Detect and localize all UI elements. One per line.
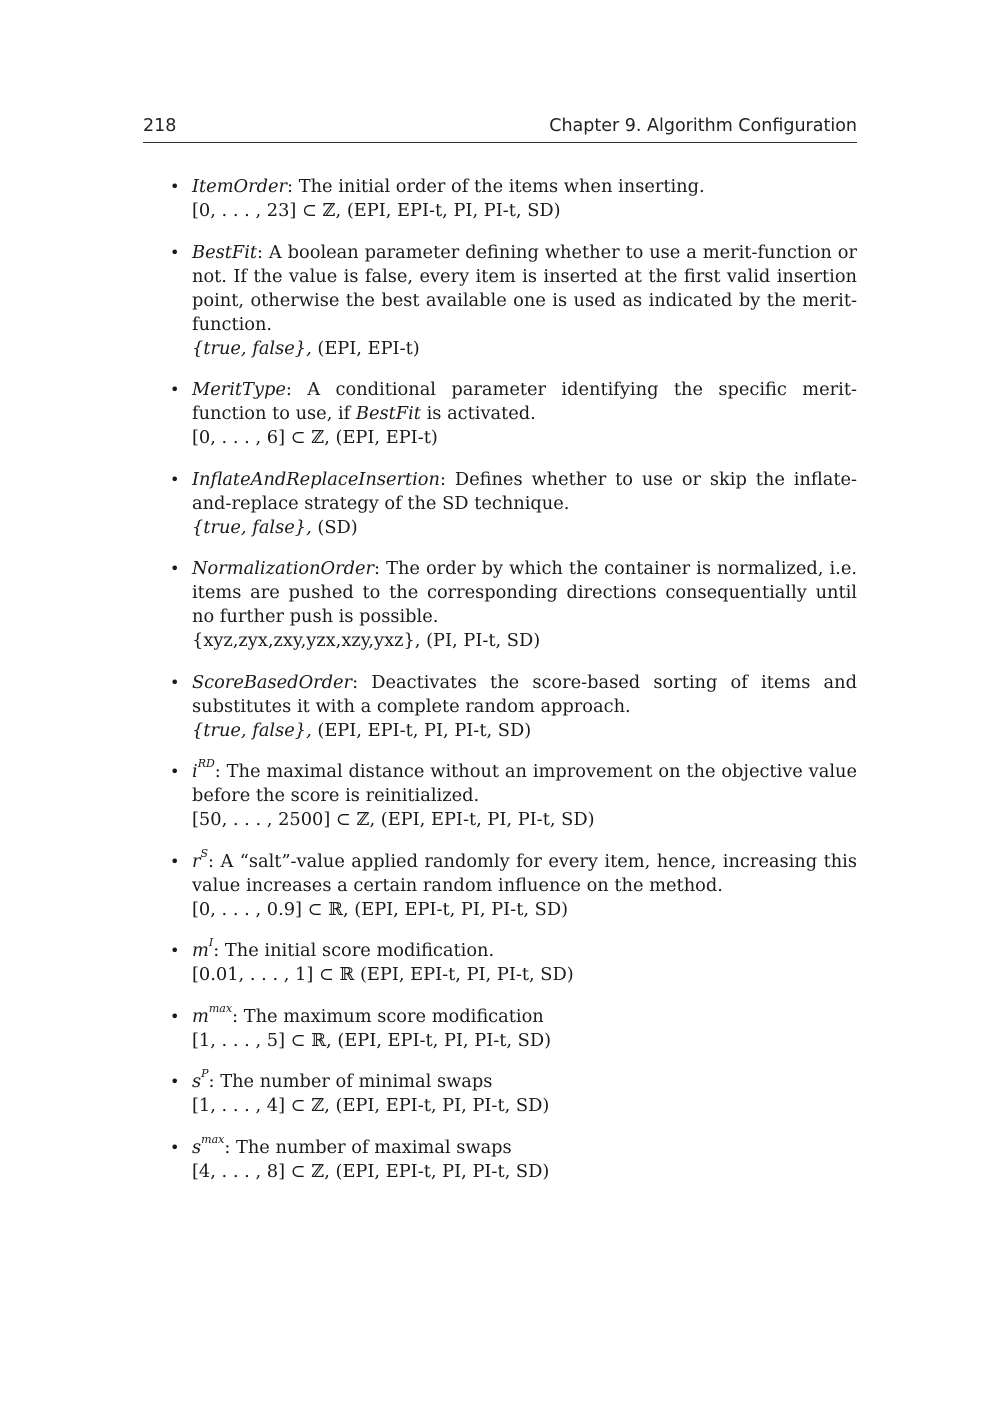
param-range	[192, 426, 857, 450]
param-name: MeritType	[192, 379, 286, 400]
param-m-i	[143, 936, 857, 987]
param-domain: [1, . . . , 5] ⊂ ℝ,	[192, 1029, 332, 1051]
param-merit-type	[143, 378, 857, 450]
param-applies-to: (EPI, EPI-t, PI, PI-t, SD)	[337, 1029, 552, 1051]
param-r-s	[143, 846, 857, 922]
param-description-text: The initial order of the items when inserting.	[298, 176, 705, 197]
bullet-icon: •	[170, 1137, 180, 1157]
param-range	[192, 629, 857, 653]
param-superscript: I	[208, 936, 214, 950]
param-description-text: The maximal distance without an improvement on the objective value before the score is reinitialized.	[192, 761, 857, 806]
param-superscript: max	[208, 1001, 233, 1015]
param-description: ScoreBasedOrder: Deactivates the score-based sorting of items and substitutes it with a complete random approach.	[192, 671, 857, 717]
param-name: BestFit	[192, 241, 258, 263]
chapter-title: Chapter 9. Algorithm Configuration	[549, 116, 857, 136]
param-applies-to: (EPI, EPI-t, PI, PI-t, SD)	[380, 809, 595, 830]
parameter-list	[143, 175, 857, 1201]
param-superscript: max	[201, 1132, 225, 1146]
param-domain: [1, . . . , 4] ⊂ ℤ,	[192, 1095, 330, 1116]
param-applies-to: (EPI, EPI-t, PI, PI-t, SD)	[359, 964, 574, 985]
param-item-order	[143, 175, 857, 223]
bullet-icon: •	[170, 177, 180, 196]
param-description-text: Deactivates the score-based sorting of items and substitutes it with a complete random approach.	[192, 671, 857, 717]
param-reference: BestFit	[355, 403, 421, 424]
param-description-text: The initial score modification.	[224, 940, 495, 961]
param-range	[192, 516, 857, 540]
param-description-text: A “salt”-value applied randomly for every item, hence, increasing this value increases a certain random influence on the method.	[192, 850, 857, 896]
param-applies-to: (SD)	[317, 516, 358, 538]
param-symbol: s	[192, 1136, 202, 1158]
param-best-fit	[143, 241, 857, 361]
param-description: NormalizationOrder: The order by which the container is normalized, i.e. items are pushed to the corresponding directions consequentially until no further push is possible.	[192, 558, 857, 627]
param-symbol: m	[192, 1005, 209, 1027]
param-domain: {true, false},	[192, 337, 312, 359]
param-m-max	[143, 1001, 857, 1053]
param-domain: [4, . . . , 8] ⊂ ℤ,	[192, 1160, 330, 1182]
param-i-rd	[143, 757, 857, 832]
param-applies-to: (EPI, EPI-t, PI, PI-t, SD)	[346, 200, 561, 221]
param-domain: {xyz,zyx,zxy,yzx,xzy,yxz},	[192, 630, 421, 651]
param-range	[192, 719, 857, 743]
param-domain: [0, . . . , 23] ⊂ ℤ,	[192, 200, 342, 221]
param-description: $m^I$: The initial score modification.	[192, 936, 495, 961]
param-description: ItemOrder: The initial order of the items when inserting.	[192, 176, 705, 197]
bullet-icon: •	[170, 559, 180, 578]
param-description: MeritType: A conditional parameter identifying the specific merit-function to use, if BestFit is activated.	[192, 379, 857, 424]
param-name: ScoreBasedOrder	[192, 671, 353, 693]
param-description-text: A conditional parameter identifying the specific merit-function to use, if	[192, 379, 857, 424]
bullet-icon: •	[170, 1072, 180, 1091]
param-domain: {true, false},	[192, 516, 312, 538]
param-s-p	[143, 1067, 857, 1118]
param-description: InflateAndReplaceInsertion: Defines whether to use or skip the inflate-and-replace strategy of the SD technique.	[192, 468, 858, 514]
bullet-icon: •	[170, 762, 180, 781]
param-description: $m^{max}$: The maximum score modification	[192, 1001, 544, 1027]
param-description-text: The number of maximal swaps	[236, 1136, 512, 1158]
param-symbol: r	[192, 850, 201, 872]
bullet-icon: •	[170, 672, 180, 692]
param-domain: {true, false},	[192, 719, 312, 741]
page-number: 218	[143, 116, 177, 136]
param-range	[192, 199, 857, 223]
param-superscript: S	[200, 846, 209, 860]
param-description-text: Defines whether to use or skip the inflate-and-replace strategy of the SD technique.	[192, 468, 858, 514]
param-applies-to: (EPI, EPI-t, PI, PI-t, SD)	[335, 1160, 550, 1182]
param-applies-to: (PI, PI-t, SD)	[426, 630, 541, 651]
param-description: $s^P$: The number of minimal swaps	[192, 1067, 493, 1092]
param-description: $r^S$: A “salt”-value applied randomly for every item, hence, increasing this value increases a certain random influence on the method.	[192, 846, 857, 896]
param-applies-to: (EPI, EPI-t, PI, PI-t, SD)	[354, 898, 569, 920]
param-description-text: A boolean parameter defining whether to use a merit-function or not. If the value is false, every item is inserted at the first valid insertion point, otherwise the best available one is used as indicated by the merit-function.	[192, 241, 857, 335]
param-description-text: is activated.	[426, 403, 536, 424]
param-domain: [0.01, . . . , 1] ⊂ ℝ	[192, 964, 355, 985]
param-applies-to: (EPI, EPI-t, PI, PI-t, SD)	[335, 1095, 550, 1116]
param-symbol: s	[192, 1071, 202, 1092]
param-range	[192, 1029, 857, 1053]
param-applies-to: (EPI, EPI-t, PI, PI-t, SD)	[317, 719, 532, 741]
param-range	[192, 808, 857, 832]
param-domain: [50, . . . , 2500] ⊂ ℤ,	[192, 809, 376, 830]
param-description: $i^{RD}$: The maximal distance without an improvement on the objective value before the score is reinitialized.	[192, 757, 857, 806]
param-s-max	[143, 1132, 857, 1184]
param-symbol: i	[192, 761, 198, 782]
param-superscript: RD	[197, 757, 215, 771]
param-applies-to: (EPI, EPI-t)	[317, 337, 420, 359]
param-description: BestFit: A boolean parameter defining whether to use a merit-function or not. If the value is false, every item is inserted at the first valid insertion point, otherwise the best available one is used as indicated by the merit-function.	[192, 241, 857, 335]
param-inflate-and-replace-insertion	[143, 468, 857, 540]
param-domain: [0, . . . , 6] ⊂ ℤ,	[192, 427, 330, 448]
bullet-icon: •	[170, 242, 180, 262]
param-superscript: P	[201, 1067, 209, 1081]
param-normalization-order	[143, 557, 857, 653]
param-description-text: The maximum score modification	[243, 1005, 544, 1027]
bullet-icon: •	[170, 380, 180, 399]
param-name: ItemOrder	[192, 176, 288, 197]
param-range	[192, 963, 857, 987]
running-header	[143, 114, 857, 143]
param-name: NormalizationOrder	[192, 558, 375, 579]
param-symbol: m	[192, 940, 209, 961]
param-domain: [0, . . . , 0.9] ⊂ ℝ,	[192, 898, 349, 920]
param-applies-to: (EPI, EPI-t)	[335, 427, 438, 448]
param-range	[192, 898, 857, 922]
param-description-text: The number of minimal swaps	[220, 1071, 493, 1092]
param-range	[192, 337, 857, 361]
param-name: InflateAndReplaceInsertion	[192, 468, 440, 490]
bullet-icon: •	[170, 469, 180, 489]
bullet-icon: •	[170, 941, 180, 960]
param-description-text: The order by which the container is normalized, i.e. items are pushed to the corresponding directions consequentially until no further push is possible.	[192, 558, 857, 627]
param-range	[192, 1094, 857, 1118]
param-description: $s^{max}$: The number of maximal swaps	[192, 1132, 512, 1158]
bullet-icon: •	[170, 851, 180, 871]
param-range	[192, 1160, 857, 1184]
param-score-based-order	[143, 671, 857, 743]
bullet-icon: •	[170, 1006, 180, 1026]
